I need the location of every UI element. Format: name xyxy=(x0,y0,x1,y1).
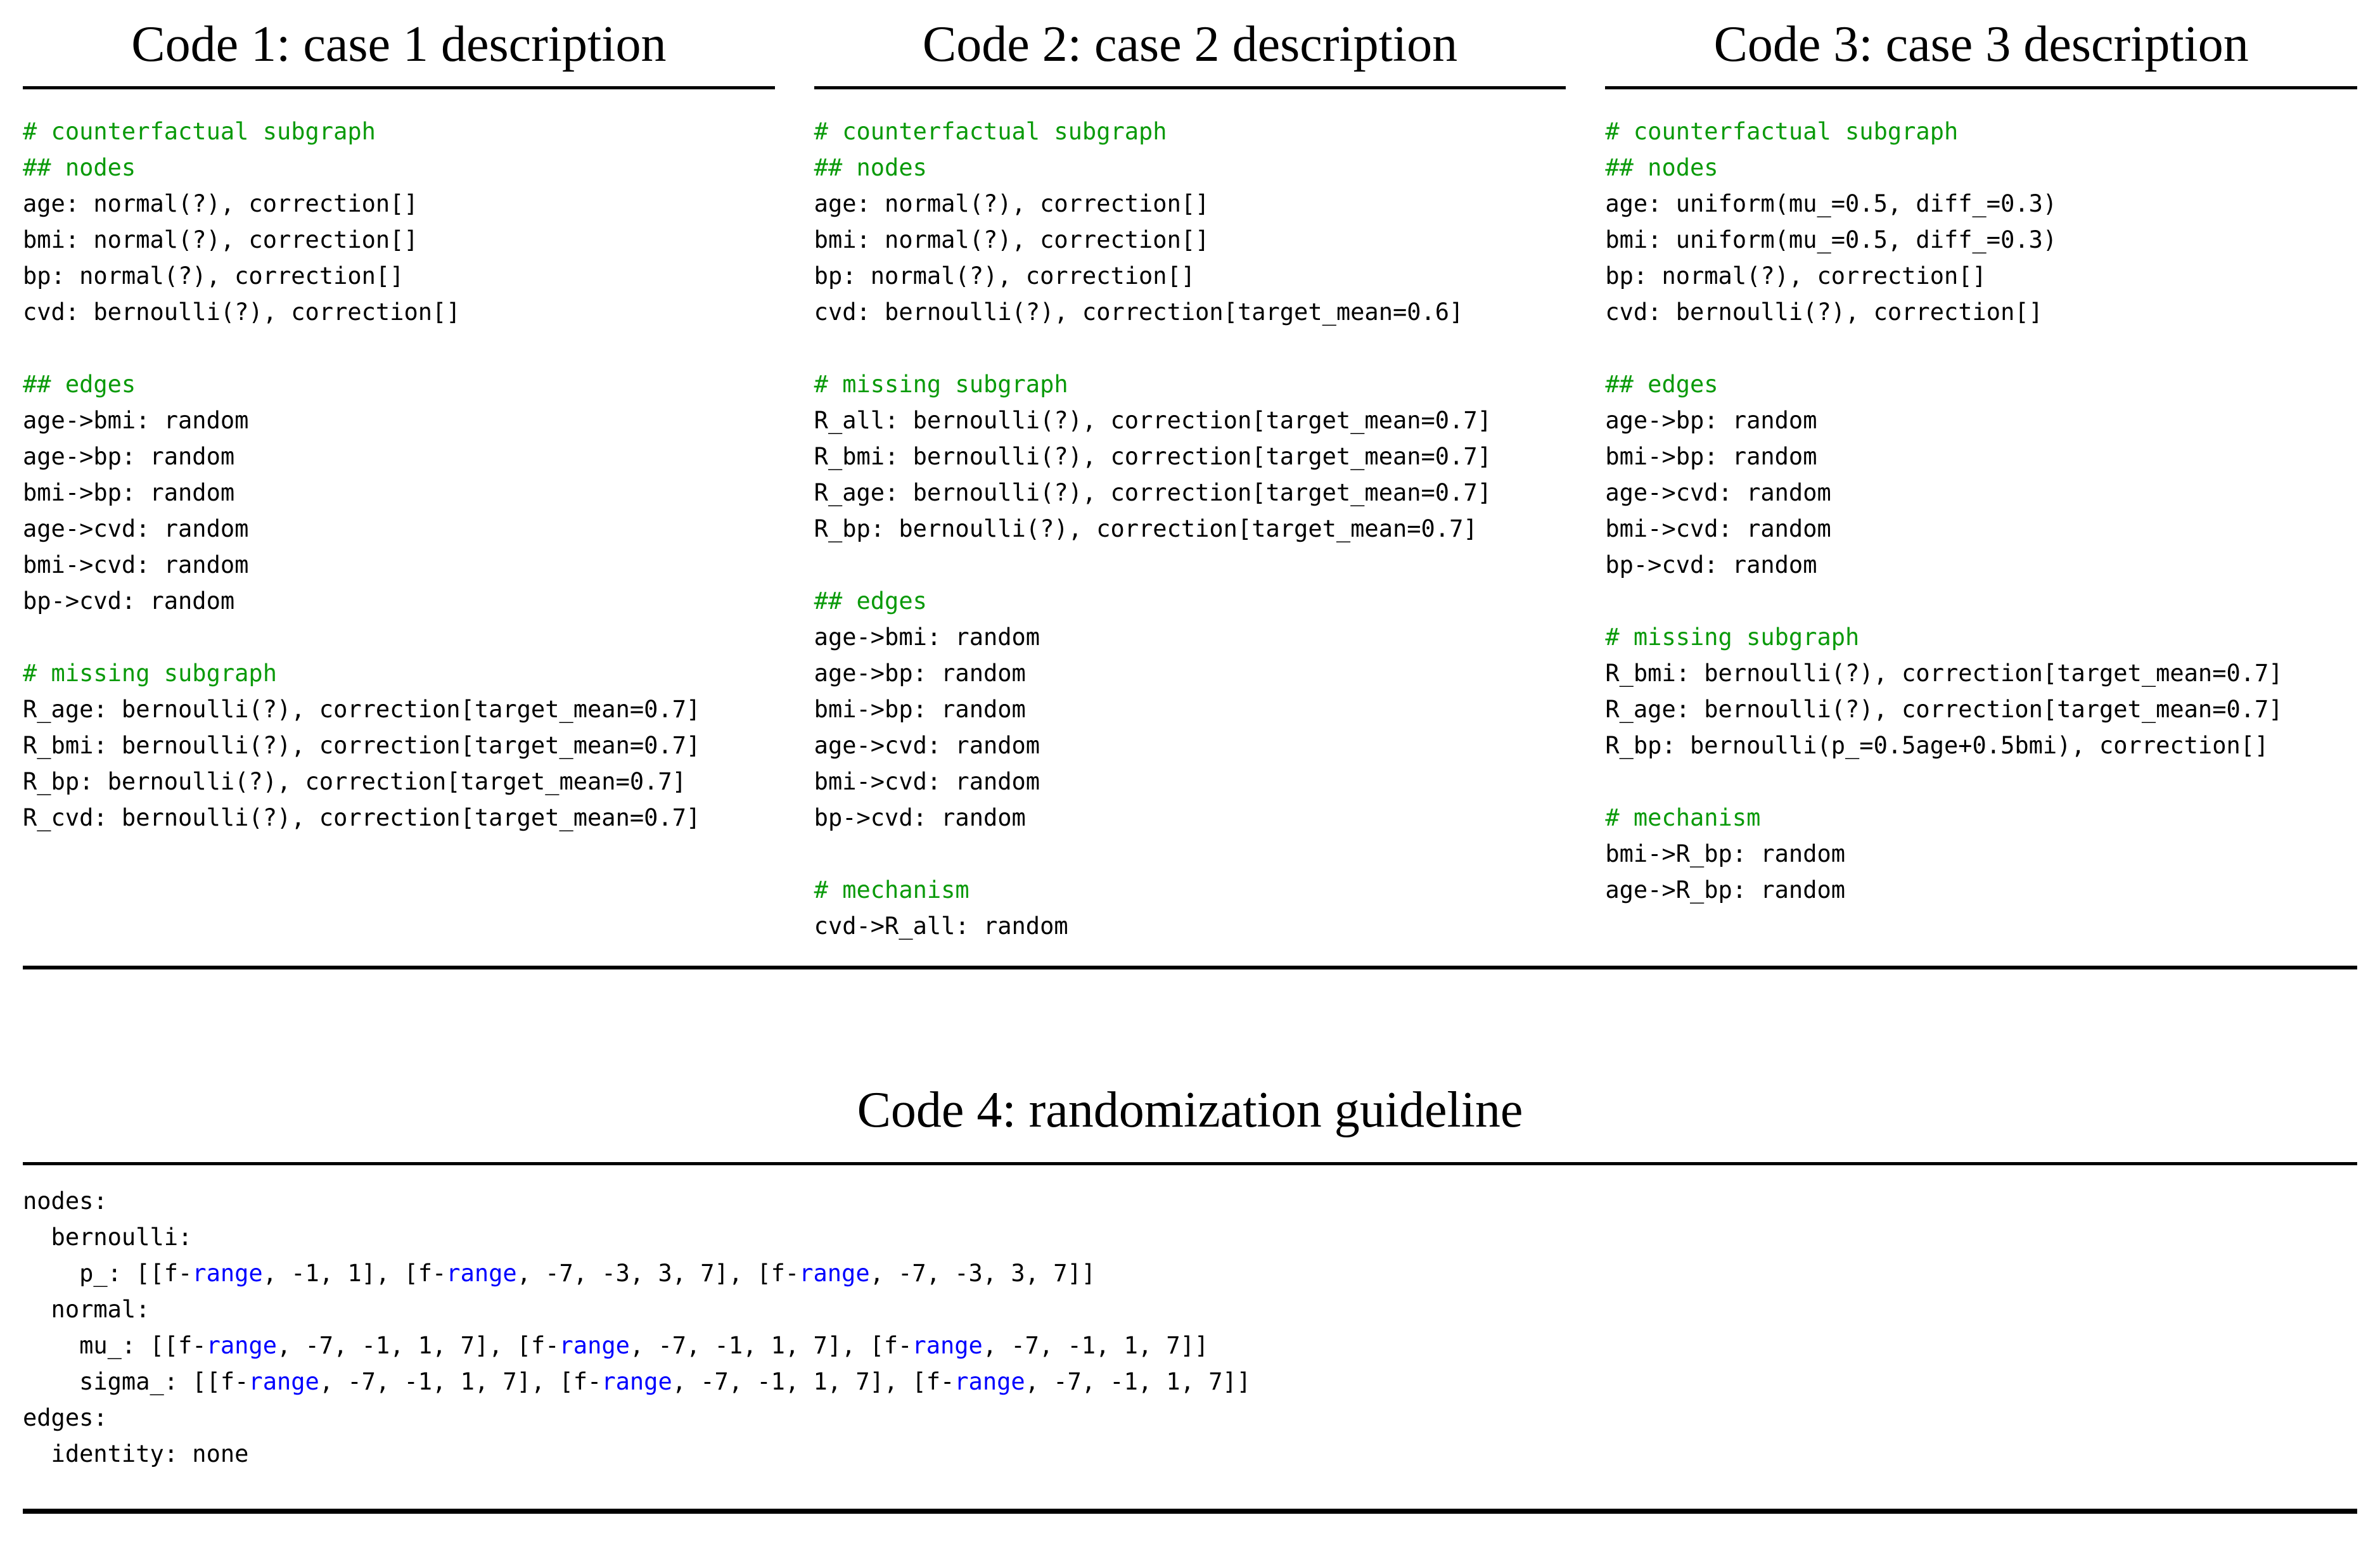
code1-title-rule xyxy=(23,86,775,89)
code-token-kw: range xyxy=(559,1332,630,1359)
code-token-code: , -7, -1, 1, 7], [f- xyxy=(672,1368,955,1395)
code-token-code: bmi: normal(?), correction[] xyxy=(23,226,418,253)
code-token-comment: # counterfactual subgraph xyxy=(1605,118,1959,145)
code-token-code: bmi->cvd: random xyxy=(23,551,249,579)
code-line xyxy=(814,222,1566,258)
code-line xyxy=(1605,727,2357,764)
code-token-code: age->cvd: random xyxy=(814,732,1040,759)
code-line xyxy=(1605,222,2357,258)
code-token-code: age->bp: random xyxy=(23,443,235,470)
code-token-code: age: normal(?), correction[] xyxy=(23,190,418,217)
code-line xyxy=(23,186,775,222)
code-token-comment: ## edges xyxy=(814,587,927,615)
code-token-comment: ## edges xyxy=(23,371,136,398)
code-line xyxy=(23,800,775,836)
code-token-code: R_bmi: bernoulli(?), correction[target_mean=0.7] xyxy=(1605,660,2283,687)
code-token-code: age->bmi: random xyxy=(814,623,1040,651)
code-token-code: , -7, -3, 3, 7], [f- xyxy=(516,1260,800,1287)
code-token-code: age->R_bp: random xyxy=(1605,876,1846,904)
code-token-kw: range xyxy=(912,1332,983,1359)
code-line xyxy=(23,764,775,800)
code-line xyxy=(1605,330,2357,366)
code-line xyxy=(814,475,1566,511)
code-line xyxy=(1605,872,2357,908)
code-line xyxy=(814,330,1566,366)
code-line xyxy=(814,872,1566,908)
code-token-code: identity: none xyxy=(23,1440,249,1467)
code-line xyxy=(814,366,1566,402)
code-line xyxy=(814,655,1566,691)
code-line xyxy=(814,547,1566,583)
code-token-code: R_bmi: bernoulli(?), correction[target_mean=0.7] xyxy=(814,443,1492,470)
code-line xyxy=(1605,655,2357,691)
code-line xyxy=(23,1255,2357,1291)
code-token-kw: range xyxy=(954,1368,1025,1395)
code2-title-rule xyxy=(814,86,1566,89)
code2-listing xyxy=(814,113,1566,944)
code-line xyxy=(814,150,1566,186)
code4-listing xyxy=(23,1183,2357,1472)
code-line xyxy=(814,511,1566,547)
code-token-code: bp->cvd: random xyxy=(814,804,1026,831)
code-line xyxy=(814,258,1566,294)
code-line xyxy=(23,1219,2357,1255)
code-token-comment: ## nodes xyxy=(1605,154,1718,181)
code-token-kw: range xyxy=(192,1260,263,1287)
code-line xyxy=(23,258,775,294)
code-line xyxy=(23,727,775,764)
code-token-comment: # mechanism xyxy=(1605,804,1761,831)
code-token-code: R_all: bernoulli(?), correction[target_mean=0.7] xyxy=(814,407,1492,434)
code-token-code: cvd: bernoulli(?), correction[] xyxy=(1605,298,2043,326)
code-line xyxy=(23,1327,2357,1364)
code-token-code: , -7, -1, 1, 7], [f- xyxy=(629,1332,912,1359)
code-line xyxy=(1605,366,2357,402)
code-line xyxy=(23,402,775,438)
code-token-comment: # counterfactual subgraph xyxy=(814,118,1167,145)
code-line xyxy=(814,438,1566,475)
code-token-code: bmi: uniform(mu_=0.5, diff_=0.3) xyxy=(1605,226,2057,253)
code-line xyxy=(1605,475,2357,511)
code-token-code: R_bp: bernoulli(p_=0.5age+0.5bmi), correction[] xyxy=(1605,732,2269,759)
code-panel-3 xyxy=(1605,0,2357,944)
code-line xyxy=(1605,150,2357,186)
code-token-comment: ## edges xyxy=(1605,371,1718,398)
code1-listing xyxy=(23,113,775,836)
code-token-code: bmi: normal(?), correction[] xyxy=(814,226,1210,253)
code-line xyxy=(23,583,775,619)
code-token-code: bmi->cvd: random xyxy=(1605,515,1831,542)
code-token-code: sigma_: [[f- xyxy=(23,1368,249,1395)
code-token-code: age->bp: random xyxy=(1605,407,1817,434)
code-line xyxy=(23,113,775,150)
code-line xyxy=(814,402,1566,438)
code-token-code: cvd->R_all: random xyxy=(814,912,1068,940)
code-token-code: bmi->R_bp: random xyxy=(1605,840,1846,867)
code-token-kw: range xyxy=(248,1368,319,1395)
code-line xyxy=(814,908,1566,944)
code-token-code: nodes: xyxy=(23,1187,108,1215)
code-line xyxy=(1605,583,2357,619)
code-token-code: R_bmi: bernoulli(?), correction[target_mean=0.7] xyxy=(23,732,701,759)
code-token-kw: range xyxy=(446,1260,517,1287)
code-token-code: cvd: bernoulli(?), correction[target_mean=0.6] xyxy=(814,298,1464,326)
guideline-section xyxy=(23,1075,2357,1514)
code-line xyxy=(814,113,1566,150)
code-token-code: R_age: bernoulli(?), correction[target_mean=0.7] xyxy=(814,479,1492,506)
code-line xyxy=(1605,258,2357,294)
code-line xyxy=(814,583,1566,619)
code-token-code: R_cvd: bernoulli(?), correction[target_mean=0.7] xyxy=(23,804,701,831)
code-line xyxy=(23,1436,2357,1472)
code-line xyxy=(23,330,775,366)
code-token-code: edges: xyxy=(23,1404,108,1431)
code-line xyxy=(23,619,775,655)
code-line xyxy=(1605,402,2357,438)
code-line xyxy=(1605,294,2357,330)
code-token-code: , -7, -1, 1, 7], [f- xyxy=(319,1368,602,1395)
code-token-code: bmi->bp: random xyxy=(1605,443,1817,470)
code-token-kw: range xyxy=(799,1260,870,1287)
code-line xyxy=(23,438,775,475)
code-line xyxy=(23,150,775,186)
code-token-code: , -7, -1, 1, 7]] xyxy=(1025,1368,1251,1395)
code-line xyxy=(814,836,1566,872)
code-line xyxy=(814,727,1566,764)
code-token-comment: # missing subgraph xyxy=(814,371,1068,398)
code-token-code: age: normal(?), correction[] xyxy=(814,190,1210,217)
code4-title-rule xyxy=(23,1162,2357,1165)
code-token-comment: ## nodes xyxy=(814,154,927,181)
code-line xyxy=(1605,511,2357,547)
code-token-code: R_age: bernoulli(?), correction[target_mean=0.7] xyxy=(1605,696,2283,723)
code-line xyxy=(23,475,775,511)
code-line xyxy=(23,691,775,727)
code-token-code: age->bp: random xyxy=(814,660,1026,687)
code-token-code: R_bp: bernoulli(?), correction[target_mean=0.7] xyxy=(23,768,686,795)
code-line xyxy=(1605,836,2357,872)
code-token-code: R_bp: bernoulli(?), correction[target_mean=0.7] xyxy=(814,515,1478,542)
code-line xyxy=(23,511,775,547)
code-token-code: age->cvd: random xyxy=(1605,479,1831,506)
code3-listing xyxy=(1605,113,2357,908)
code3-title-rule xyxy=(1605,86,2357,89)
code-token-code: bp->cvd: random xyxy=(1605,551,1817,579)
code-token-code: mu_: [[f- xyxy=(23,1332,207,1359)
code-line xyxy=(1605,547,2357,583)
code-panel-1 xyxy=(23,0,775,944)
code-token-code: bmi->bp: random xyxy=(814,696,1026,723)
code-token-code: bp->cvd: random xyxy=(23,587,235,615)
code-panel-2 xyxy=(814,0,1566,944)
code-token-code: , -1, 1], [f- xyxy=(262,1260,447,1287)
code-token-code: age: uniform(mu_=0.5, diff_=0.3) xyxy=(1605,190,2057,217)
code-line xyxy=(23,655,775,691)
code-token-kw: range xyxy=(601,1368,672,1395)
code-line xyxy=(1605,113,2357,150)
code-line xyxy=(23,1400,2357,1436)
code-line xyxy=(23,547,775,583)
code-line xyxy=(1605,764,2357,800)
code2-title: Code 2: case 2 description xyxy=(922,16,1458,72)
code-line xyxy=(814,619,1566,655)
section-divider-rule xyxy=(23,966,2357,969)
code-token-code: bmi->cvd: random xyxy=(814,768,1040,795)
code-token-code: age->bmi: random xyxy=(23,407,249,434)
code-token-code: , -7, -1, 1, 7], [f- xyxy=(276,1332,560,1359)
code1-title: Code 1: case 1 description xyxy=(131,16,667,72)
code4-title: Code 4: randomization guideline xyxy=(857,1082,1523,1138)
code-token-code: bp: normal(?), correction[] xyxy=(1605,262,1987,290)
code-token-code: , -7, -3, 3, 7]] xyxy=(869,1260,1096,1287)
code-line xyxy=(814,294,1566,330)
code-token-kw: range xyxy=(206,1332,277,1359)
code-line xyxy=(814,691,1566,727)
code-line xyxy=(814,764,1566,800)
code-token-comment: # missing subgraph xyxy=(23,660,277,687)
code-line xyxy=(1605,691,2357,727)
code-line xyxy=(1605,438,2357,475)
code-token-code: R_age: bernoulli(?), correction[target_mean=0.7] xyxy=(23,696,701,723)
code-token-code: p_: [[f- xyxy=(23,1260,193,1287)
code-panels-row xyxy=(23,0,2357,944)
code-line xyxy=(23,366,775,402)
code-token-comment: ## nodes xyxy=(23,154,136,181)
code-line xyxy=(23,294,775,330)
code3-title: Code 3: case 3 description xyxy=(1713,16,2249,72)
code-line xyxy=(23,1291,2357,1327)
code-token-code: bernoulli: xyxy=(23,1224,193,1251)
code-token-code: bmi->bp: random xyxy=(23,479,235,506)
code-line xyxy=(814,186,1566,222)
code-line xyxy=(1605,619,2357,655)
code-token-code: normal: xyxy=(23,1296,150,1323)
code-token-code: cvd: bernoulli(?), correction[] xyxy=(23,298,461,326)
code-line xyxy=(1605,186,2357,222)
code-line xyxy=(23,222,775,258)
figure-bottom-rule xyxy=(23,1509,2357,1514)
code-token-code: , -7, -1, 1, 7]] xyxy=(982,1332,1209,1359)
code-token-comment: # counterfactual subgraph xyxy=(23,118,376,145)
code-line xyxy=(23,1364,2357,1400)
code-token-comment: # mechanism xyxy=(814,876,969,904)
code-line xyxy=(814,800,1566,836)
code-token-code: bp: normal(?), correction[] xyxy=(23,262,404,290)
code-token-comment: # missing subgraph xyxy=(1605,623,1860,651)
code-line xyxy=(1605,800,2357,836)
code-token-code: age->cvd: random xyxy=(23,515,249,542)
code-token-code: bp: normal(?), correction[] xyxy=(814,262,1196,290)
code-line xyxy=(23,1183,2357,1219)
